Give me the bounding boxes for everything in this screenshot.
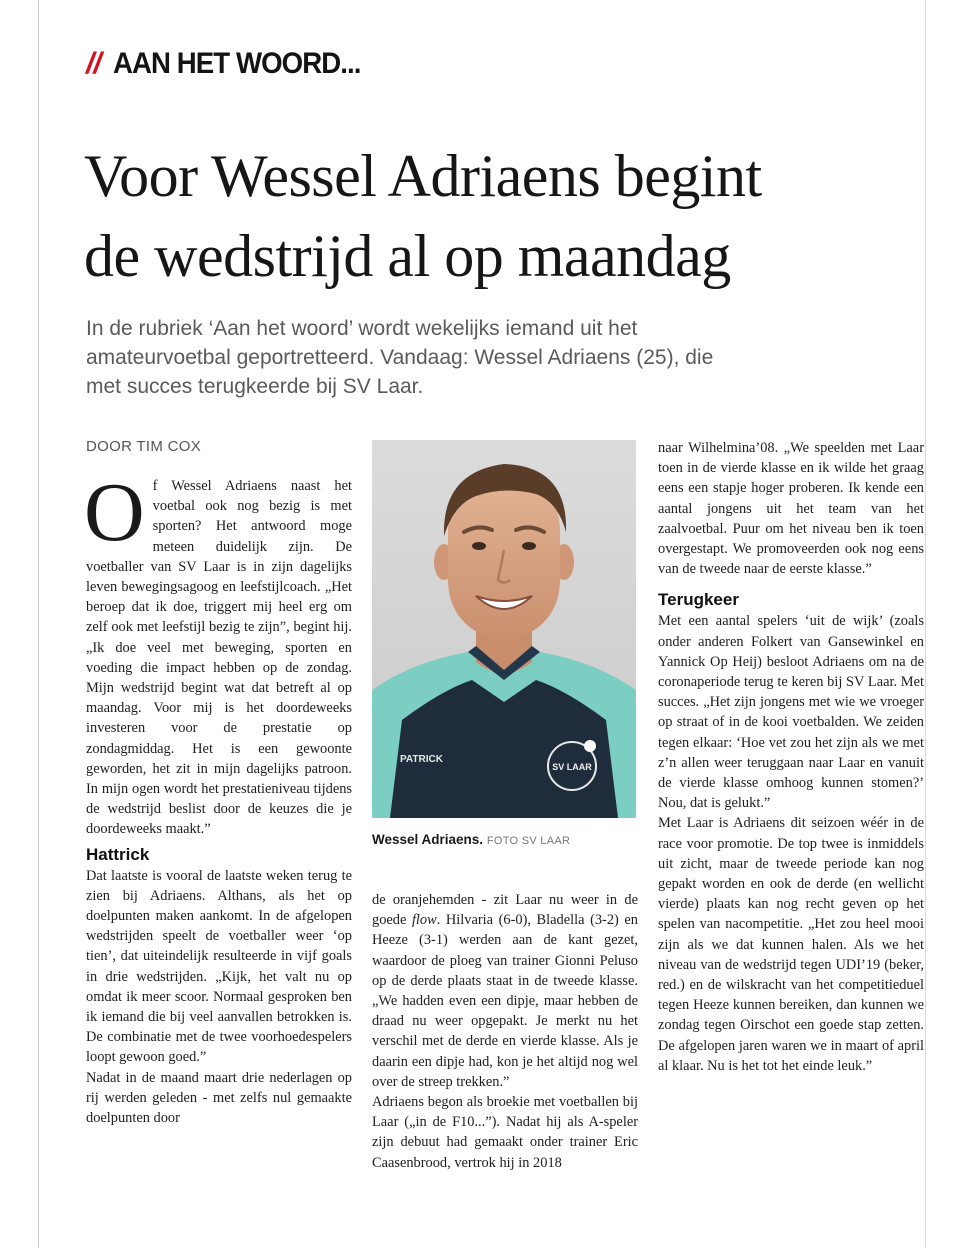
intro-line-1: In de rubriek ‘Aan het woord’ wordt wekelijks iemand uit het — [86, 317, 638, 340]
intro-text — [86, 314, 886, 401]
intro-line-2: amateurvoetbal geportretteerd. Vandaag: Wessel Adriaens (25), die — [86, 346, 714, 369]
page-edge-line — [925, 0, 926, 1248]
paragraph-7: Met een aantal spelers ‘uit de wijk’ (zoals onder anderen Folkert van Gansewinkel en Yannick Op Heij) besloot Adriaens om na de coronaperiode terug te keren bij SV Laar. Met succes. „Het zijn jongens met wie we vroeger op straat of in de kooi voetbalden. We zeiden tegen elkaar: ‘Hoe vet zou het zijn als we met z’n allen weer teruggaan naar Laar en vanuit de vierde klasse omhoog kunnen stomen?’ Nou, dat is gelukt.” — [658, 613, 924, 812]
dropcap: O — [84, 466, 145, 559]
column-1 — [84, 466, 352, 1128]
caption-name: Wessel Adriaens. — [372, 832, 484, 847]
player-photo-illustration — [372, 440, 636, 818]
paragraph-4-text-b: . Hilvaria (6-0), Bladella (3-2) en Heeze (3-1) werden aan de kant gezet, waardoor de ploeg van trainer Gionni Peluso op de derde plaats staat in de tweede klasse. „We hadden even een dipje, maar hebben de draad nu weer opgepakt. Je merkt nu het verschil met de derde en vierde klasse. Als je daarin een dipje had, kon je het altijd nog wel over de streep trekken.” — [372, 912, 638, 1090]
headline — [84, 136, 924, 296]
paragraph-1-text: f Wessel Adriaens naast het voetbal ook nog bezig is met sporten? Het antwoord moge meteen duidelijk zijn. De voetballer van SV Laar is in zijn dagelijks leven bewegingsagoog en leefstijlcoach. „Het beroep dat ik doe, triggert mij heel erg om zelf ook met leefstijl bezig te zijn”, begint hij. „Ik doe veel met beweging, sporten en voeding die impact hebben op de zondag. Mijn wedstrijd begint wat dat betreft al op maandag. Voor mij is het doordeweeks investeren voor de prestatie op zondagmiddag. Het is een gewoonte geworden, het zit in mijn dagelijks patroon. In mijn ogen wordt het prestatieniveau tijdens de wedstrijd beslist door de keuzes die je doordeweeks maakt.” — [86, 478, 352, 838]
headline-line-2: de wedstrijd al op maandag — [84, 223, 731, 289]
paragraph-2: Dat laatste is vooral de laatste weken terug te zien bij Adriaens. Althans, als het op doelpunten maken aankomt. In de afgelopen wedstrijden speelt de voetballer weer ‘op tien’, dat uiteindelijk resulteerde in vijf goals in drie wedstrijden. „Kijk, het valt nu op omdat ik meer scoor. Normaal gesproken ben ik iemand die bij veel aanvallen betrokken is. De combinatie met de twee voorhoedespelers loopt gewoon goed.” — [86, 867, 352, 1066]
paragraph-3: Nadat in de maand maart drie nederlagen op rij werden geleden - met zelfs nul gemaakte doelpunten door — [86, 1069, 352, 1127]
paragraph-5: Adriaens begon als broekie met voetballen bij Laar („in de F10...”). Nadat hij als A-speler zijn debuut had gemaakt onder trainer Eric Caasenbrood, vertrok hij in 2018 — [372, 1094, 638, 1171]
paragraph-1 — [84, 466, 352, 840]
kicker-slashes: // — [86, 47, 101, 80]
subhead-terugkeer: Terugkeer — [658, 590, 739, 610]
column-3 — [658, 438, 924, 1076]
paragraph-8: Met Laar is Adriaens dit seizoen wéér in de race voor promotie. De top twee is inmiddels uit zicht, maar de tweede periode kan nog gepakt worden en ook de derde (en wellicht vierde) plaats kan nog recht geven op het spelen van nacompetitie. „Het zou heel mooi zijn als we dat kunnen halen. Als we het niveau van de wedstrijd tegen UDI’19 (beker, red.) en de wilskracht van het competitieduel tegen Heeze kunnen bereiken, dan kunnen we zondag tegen Oirschot een goede stap zetten. De afgelopen jaren waren we in maart of april al klaar. Nu is het tot het einde leuk.” — [658, 815, 924, 1074]
caption-credit: FOTO SV LAAR — [486, 835, 571, 847]
paragraph-4-emphasis: flow — [411, 912, 437, 929]
subhead-hattrick: Hattrick — [86, 844, 150, 864]
badge-text: SV LAAR — [552, 762, 592, 772]
headline-line-1: Voor Wessel Adriaens begint — [84, 143, 762, 209]
section-kicker — [86, 44, 382, 84]
paragraph-6: naar Wilhelmina’08. „We speelden met Laar toen in de vierde klasse en ik wilde het graag eens een stapje hoger proberen. Ik kende een aantal jongens uit het team van het zaalvoetbal. Puur om het niveau ben ik toen overgestapt. We promoveerden ook nog eens van de tweede naar de eerste klasse.” — [658, 440, 924, 578]
intro-line-3: met succes terugkeerde bij SV Laar. — [86, 375, 424, 398]
kicker-label: AAN HET WOORD... — [112, 47, 361, 80]
page-gutter-line — [38, 0, 39, 1248]
paragraph-4 — [372, 890, 638, 1092]
byline: DOOR TIM COX — [86, 438, 201, 455]
column-2 — [372, 890, 638, 1173]
player-photo — [372, 440, 636, 818]
paragraph-4-text-a: de oranjehemden - zit Laar nu weer in de goede — [372, 892, 638, 929]
photo-caption — [372, 832, 570, 847]
shirt-brand-text: PATRICK — [400, 754, 443, 765]
